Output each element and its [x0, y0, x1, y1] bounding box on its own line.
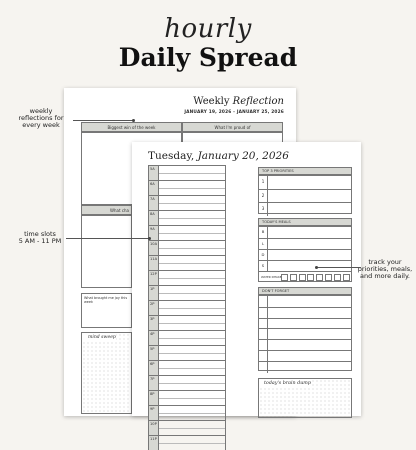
annotation-track-dot [315, 266, 318, 269]
water-cup-box[interactable] [290, 274, 297, 281]
annotation-weekly-line [73, 120, 133, 121]
hour-label: 3P [149, 316, 159, 330]
half-hour-line [159, 203, 225, 204]
hour-label: 7P [149, 376, 159, 390]
hour-label: 9A [149, 226, 159, 240]
half-hour-line [159, 368, 225, 369]
hour-row[interactable] [148, 345, 226, 360]
priority-number: 1 [259, 176, 268, 189]
hour-label: 12P [149, 271, 159, 285]
meal-letter: S [259, 261, 268, 272]
what-cha-box[interactable] [81, 215, 132, 288]
annotation-time-line [66, 238, 149, 239]
hour-label: 1P [149, 286, 159, 300]
hour-row[interactable] [148, 210, 226, 225]
hour-row[interactable] [148, 435, 226, 450]
hour-label: 4P [149, 331, 159, 345]
dont-forget-row[interactable] [259, 296, 351, 307]
meals-header: TODAY'S MEALS [258, 218, 352, 226]
annotation-weekly: weekly reflections for every week [18, 107, 64, 129]
half-hour-line [159, 233, 225, 234]
hour-row[interactable] [148, 330, 226, 345]
meal-row[interactable] [259, 227, 351, 238]
half-hour-line [159, 248, 225, 249]
priority-row[interactable] [259, 189, 351, 203]
dont-forget-check-cell [259, 362, 268, 373]
priority-row[interactable] [259, 202, 351, 216]
hour-label: 5P [149, 346, 159, 360]
meals-box [258, 226, 352, 282]
priority-row[interactable] [259, 176, 351, 189]
hour-row[interactable] [148, 405, 226, 420]
hour-row[interactable] [148, 300, 226, 315]
meal-letter: D [259, 250, 268, 261]
hour-label: 11P [149, 436, 159, 450]
half-hour-line [159, 308, 225, 309]
joy-box[interactable] [81, 293, 132, 328]
hour-row[interactable] [148, 420, 226, 435]
half-hour-line [159, 443, 225, 444]
priorities-box [258, 175, 352, 214]
weekly-page-title: Weekly Reflection [193, 96, 284, 107]
water-intake-row [259, 271, 351, 284]
what-cha-header: What cha [81, 205, 132, 215]
meal-letter: B [259, 227, 268, 238]
brain-dump-label: today's brain dump [259, 379, 312, 387]
hour-label: 6P [149, 361, 159, 375]
half-hour-line [159, 173, 225, 174]
dont-forget-box [258, 295, 352, 371]
hour-label: 8A [149, 211, 159, 225]
annotation-time: time slots 5 AM - 11 PM [18, 230, 62, 245]
half-hour-line [159, 398, 225, 399]
annotation-track-line [316, 267, 361, 268]
weekly-date-range: JANUARY 19, 2026 - JANUARY 25, 2026 [184, 110, 284, 115]
dont-forget-row[interactable] [259, 361, 351, 373]
joy-label: What brought me joy this week [84, 296, 128, 304]
half-hour-line [159, 278, 225, 279]
hour-row[interactable] [148, 255, 226, 270]
half-hour-line [159, 218, 225, 219]
water-cup-box[interactable] [325, 274, 332, 281]
half-hour-line [159, 413, 225, 414]
half-hour-line [159, 383, 225, 384]
annotation-track: track your priorities, meals, and more daily. [357, 258, 413, 280]
header-title: Daily Spread [118, 43, 298, 72]
half-hour-line [159, 323, 225, 324]
hour-row[interactable] [148, 375, 226, 390]
hour-label: 6A [149, 181, 159, 195]
hour-label: 9P [149, 406, 159, 420]
priority-number: 2 [259, 190, 268, 203]
mind-sweep-box[interactable] [81, 332, 132, 414]
annotation-weekly-dot [132, 119, 135, 122]
water-intake-label: WATER INTAKE [261, 275, 282, 279]
water-cup-box[interactable] [307, 274, 314, 281]
hour-row[interactable] [148, 390, 226, 405]
water-cup-box[interactable] [299, 274, 306, 281]
water-cup-box[interactable] [334, 274, 341, 281]
water-cup-box[interactable] [316, 274, 323, 281]
header-subtitle: hourly [164, 14, 252, 44]
hour-label: 5A [149, 166, 159, 180]
hour-row[interactable] [148, 270, 226, 285]
half-hour-line [159, 188, 225, 189]
hour-row[interactable] [148, 165, 226, 180]
priorities-header: TOP 3 PRIORITIES [258, 167, 352, 175]
hour-label: 10A [149, 241, 159, 255]
annotation-time-dot [148, 237, 151, 240]
proud-of-header: What I'm proud of [182, 122, 283, 132]
half-hour-line [159, 428, 225, 429]
half-hour-line [159, 353, 225, 354]
biggest-win-header: Biggest win of the week [81, 122, 182, 132]
hour-label: 7A [149, 196, 159, 210]
hour-row[interactable] [148, 195, 226, 210]
hour-label: 8P [149, 391, 159, 405]
hour-label: 2P [149, 301, 159, 315]
meal-letter: L [259, 239, 268, 250]
hour-row[interactable] [148, 315, 226, 330]
hour-label: 11A [149, 256, 159, 270]
brain-dump-box[interactable] [258, 378, 352, 418]
water-cup-box[interactable] [343, 274, 350, 281]
half-hour-line [159, 293, 225, 294]
dont-forget-check-cell [259, 296, 268, 307]
daily-page-title: Tuesday, January 20, 2026 [148, 150, 289, 162]
dont-forget-header: DON'T FORGET [258, 287, 352, 295]
half-hour-line [159, 263, 225, 264]
priority-number: 3 [259, 203, 268, 216]
mind-sweep-label: mind sweep [82, 333, 116, 340]
hour-row[interactable] [148, 240, 226, 255]
hour-row[interactable] [148, 180, 226, 195]
daily-page [132, 142, 361, 441]
hour-row[interactable] [148, 285, 226, 300]
hour-row[interactable] [148, 360, 226, 375]
half-hour-line [159, 338, 225, 339]
hour-row[interactable] [148, 225, 226, 240]
hour-label: 10P [149, 421, 159, 435]
water-cup-box[interactable] [281, 274, 288, 281]
